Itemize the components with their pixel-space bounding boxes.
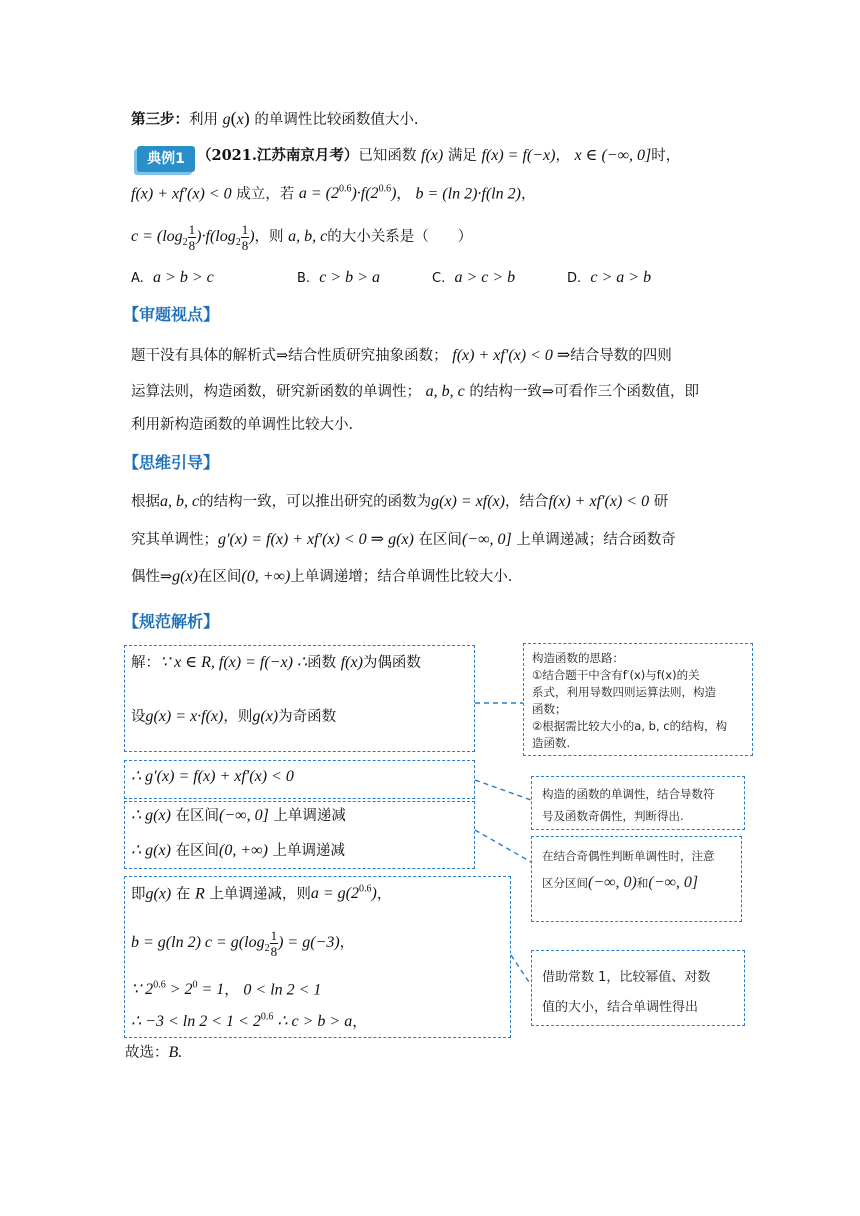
review-line1: 题干没有具体的解析式⇒结合性质研究抽象函数； f(x) + xf′(x) < 0 ⇒结合导数的四则: [131, 347, 672, 364]
option-d[interactable]: D. c > a > b: [567, 269, 652, 286]
solution-line7: b = g(ln 2) $c = g(\log_2$ $\frac{1}{8}$ ) = g(−3)，: [131, 928, 355, 959]
step3-g: g(x): [222, 108, 250, 128]
example-a-def: $a = (2^{0.6})\cdot f(2^{0.6})$: [298, 184, 397, 203]
example-l2h: ，: [520, 186, 536, 203]
step3-text-post: 的单调性比较函数值大小.: [254, 112, 419, 128]
example-c-def: $c = (\log_2$ $\frac{1}{8}$ )$\cdot f(\log_2$ $\frac{1}{8}$ ): [131, 222, 255, 253]
section-review-title: 【审题视点】: [123, 305, 220, 324]
example-fx: f(x): [421, 147, 444, 164]
thinking-line1: 根据a, b, c的结构一致，可以推出研究的函数为g(x) = xf(x)，结合f(x) + xf′(x) < 0 研: [131, 493, 669, 510]
note-1: 构造函数的思路： ①结合题干中含有f′(x)与f(x)的关 系式，利用导数四则运算法则，构造 函数； ②根据需比较大小的a, b, c的结构，构 造函数.: [532, 651, 728, 750]
example-l1a: 已知函数: [358, 148, 417, 164]
example-l3f: 的大小关系是（ ）: [327, 229, 473, 246]
example-l3d: ，则: [254, 229, 284, 246]
solution-line10: 故选：B.: [125, 1044, 183, 1061]
solution-line9: ∴ $-3 < \ln 2 < 1 < 2^{0.6}$ ∴ c > b > a，: [131, 1012, 367, 1031]
connector-4: [511, 955, 531, 985]
option-b[interactable]: B. c > b > a: [297, 269, 380, 286]
solution-line3: ∴ g′(x) = f(x) + xf′(x) < 0: [131, 768, 294, 785]
option-a[interactable]: A. a > b > c: [131, 269, 214, 286]
connector-3: [475, 830, 531, 862]
example-l2f: ，: [396, 186, 411, 203]
example-l1b: 满足: [447, 148, 477, 164]
solution-line4: ∴ g(x) 在区间(−∞, 0] 上单调递减: [131, 807, 346, 824]
example-l1d: ，: [555, 148, 570, 164]
note-2: 构造的函数的单调性，结合导数符 号及函数奇偶性，判断得出.: [542, 787, 715, 823]
step3-text-pre: 利用: [189, 112, 218, 128]
solution-line2: 设g(x) = x·f(x)，则g(x)为奇函数: [131, 708, 337, 725]
section-solution-title: 【规范解析】: [123, 612, 220, 631]
connector-2: [475, 780, 531, 800]
example-l3e: a, b, c: [288, 228, 328, 246]
example-l1f: 时，: [651, 148, 681, 164]
solution-line6: 即g(x) 在 R 上单调递减，则$a = g(2^{0.6})$，: [131, 884, 392, 903]
review-line2: 运算法则，构造函数，研究新函数的单调性； a, b, c 的结构一致⇒可看作三个函数值，即: [131, 383, 699, 400]
option-c[interactable]: C. a > c > b: [432, 269, 516, 286]
thinking-line2: 究其单调性；g′(x) = f(x) + xf′(x) < 0 ⇒ g(x) 在区间(−∞, 0] 上单调递减；结合函数奇: [131, 531, 676, 548]
review-line3: 利用新构造函数的单调性比较大小.: [131, 417, 354, 433]
solution-line5: ∴ g(x) 在区间(0, +∞) 上单调递减: [131, 842, 346, 859]
example-source: （2021.江苏南京月考）: [197, 147, 359, 164]
section-thinking-title: 【思维引导】: [123, 453, 220, 472]
example-l1e: x ∈ (−∞, 0]: [574, 147, 652, 164]
note-3: 在结合奇偶性判断单调性时，注意 区分区间(−∞, 0)和(−∞, 0]: [542, 849, 715, 891]
example-l2b: 成立，若: [236, 186, 295, 203]
example-l2a: f(x) + xf′(x) < 0: [131, 185, 232, 203]
note-4: 借助常数 1，比较幂值、对数 值的大小，结合单调性得出: [542, 970, 711, 1015]
solution-line1: 解：∵ x ∈ R, f(x) = f(−x) ∴函数 f(x)为偶函数: [131, 654, 421, 671]
step3-label: 第三步：: [131, 111, 189, 128]
example-b-def: b = (ln 2)·f(ln 2): [415, 185, 521, 203]
example-badge: 典例1: [137, 146, 195, 172]
example-l1c: f(x) = f(−x): [481, 147, 556, 164]
solution-line8: ∵ $2^{0.6} > 2^0 = 1$， 0 < ln 2 < 1: [131, 980, 322, 999]
thinking-line3: 偶性⇒g(x)在区间(0, +∞)上单调递增；结合单调性比较大小.: [131, 568, 513, 585]
